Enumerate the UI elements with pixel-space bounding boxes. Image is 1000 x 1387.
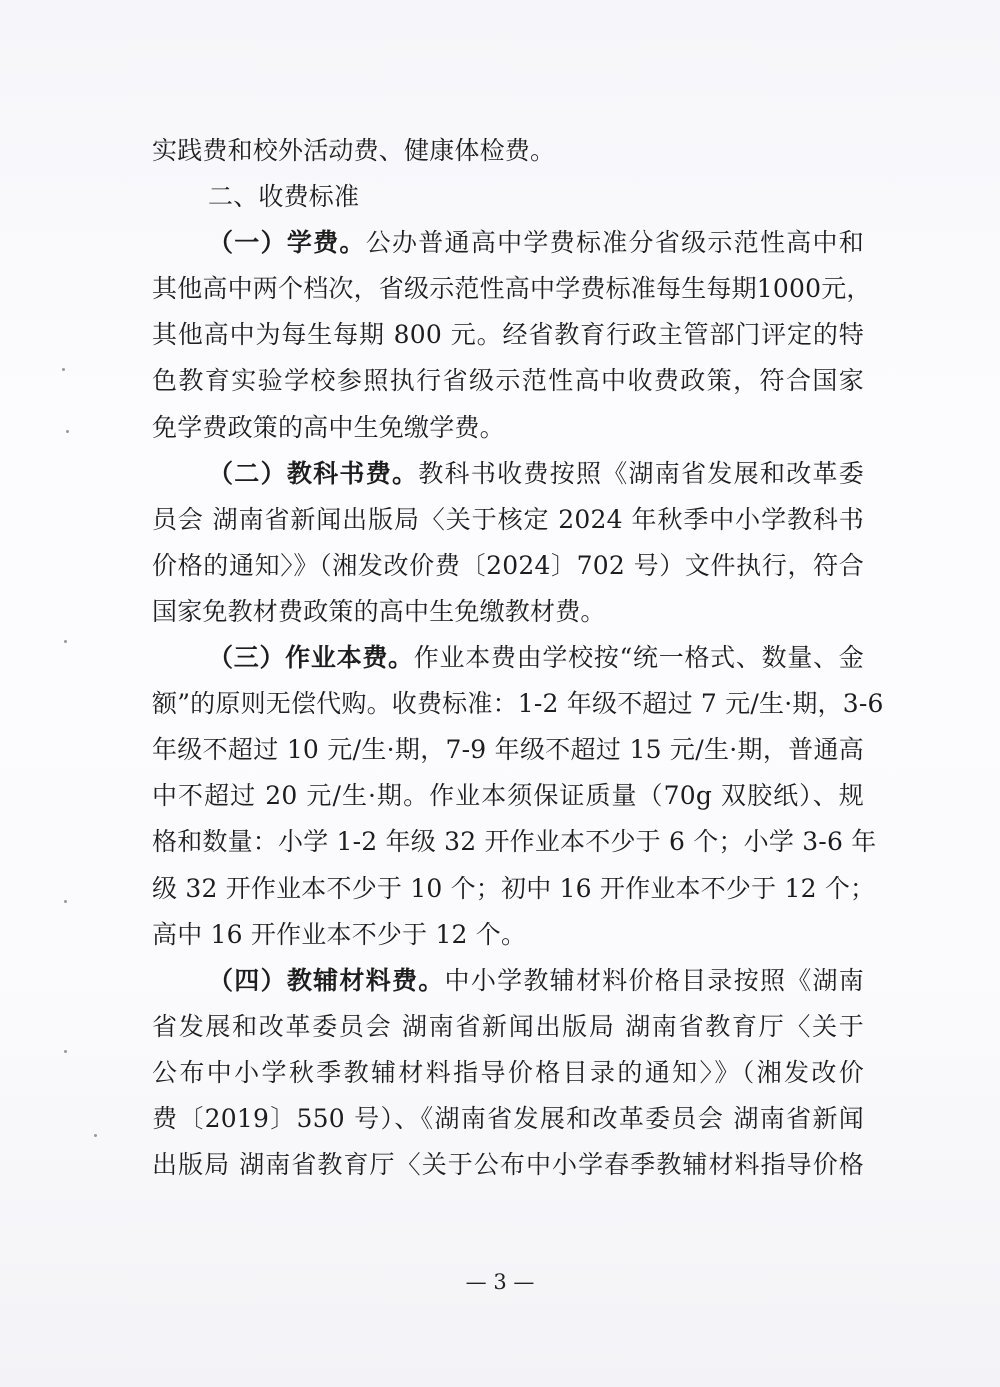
workbook-heading: （三）作业本费。: [208, 643, 414, 673]
text-line-11: 国家免教材费政策的高中生免缴教材费。: [152, 596, 606, 626]
scan-speck: [64, 1050, 67, 1053]
textbook-heading: （二）教科书费。: [208, 458, 419, 488]
text-line-21: 公布中小学秋季教辅材料指导价格目录的通知〉》（湘发改价: [152, 1057, 864, 1087]
text-line-18: 高中 16 开作业本不少于 12 个。: [152, 919, 527, 949]
text-line-1: 实践费和校外活动费、健康体检费。: [152, 136, 556, 165]
text-line-9: 员会 湖南省新闻出版局〈关于核定 2024 年秋季中小学教科书: [152, 504, 864, 534]
paragraph-workbook-heading: （三）作业本费。作业本费由学校按“统一格式、数量、金: [208, 643, 864, 673]
text-line-10: 价格的通知〉》（湘发改价费〔2024〕702 号）文件执行，符合: [152, 550, 864, 580]
section-heading-fee-standards: 二、收费标准: [208, 182, 360, 212]
text-line-4: 其他高中两个档次，省级示范性高中学费标准每生每期1000元，: [152, 274, 872, 304]
body-text: [152, 128, 884, 1188]
text-line-15: 中不超过 20 元/生·期。作业本须保证质量（70g 双胶纸）、规: [152, 781, 864, 811]
paragraph-tuition-heading: （一）学费。公办普通高中学费标准分省级示范性高中和: [208, 228, 864, 258]
page-number: — 3 —: [465, 1270, 535, 1294]
scan-speck: [62, 368, 65, 371]
text-line-6: 色教育实验学校参照执行省级示范性高中收费政策，符合国家: [152, 366, 864, 396]
tuition-heading: （一）学费。: [208, 228, 366, 258]
scan-speck: [64, 900, 67, 903]
scan-speck: [64, 640, 67, 643]
text-line-5: 其他高中为每生每期 800 元。经省教育行政主管部门评定的特: [152, 320, 864, 350]
text-line-23: 出版局 湖南省教育厅〈关于公布中小学春季教辅材料指导价格: [152, 1150, 864, 1180]
text-line-16: 格和数量：小学 1-2 年级 32 开作业本不少于 6 个；小学 3-6 年: [152, 827, 877, 857]
text-line-13: 额”的原则无偿代购。收费标准：1-2 年级不超过 7 元/生·期，3-6: [152, 689, 884, 719]
paragraph-supplementary-heading: （四）教辅材料费。中小学教辅材料价格目录按照《湖南: [208, 965, 864, 995]
text-line-22: 费〔2019〕550 号）、《湖南省发展和改革委员会 湖南省新闻: [152, 1103, 864, 1133]
text-line-20: 省发展和改革委员会 湖南省新闻出版局 湖南省教育厅〈关于: [152, 1011, 864, 1041]
text-line-14: 年级不超过 10 元/生·期，7-9 年级不超过 15 元/生·期，普通高: [152, 735, 864, 765]
scan-speck: [94, 1134, 97, 1137]
paragraph-textbook-heading: （二）教科书费。教科书收费按照《湖南省发展和改革委: [208, 458, 864, 488]
supplementary-materials-heading: （四）教辅材料费。: [208, 965, 445, 995]
scan-speck: [66, 430, 69, 433]
text-line-17: 级 32 开作业本不少于 10 个；初中 16 开作业本不少于 12 个；: [152, 873, 876, 903]
text-line-7: 免学费政策的高中生免缴学费。: [152, 412, 505, 442]
